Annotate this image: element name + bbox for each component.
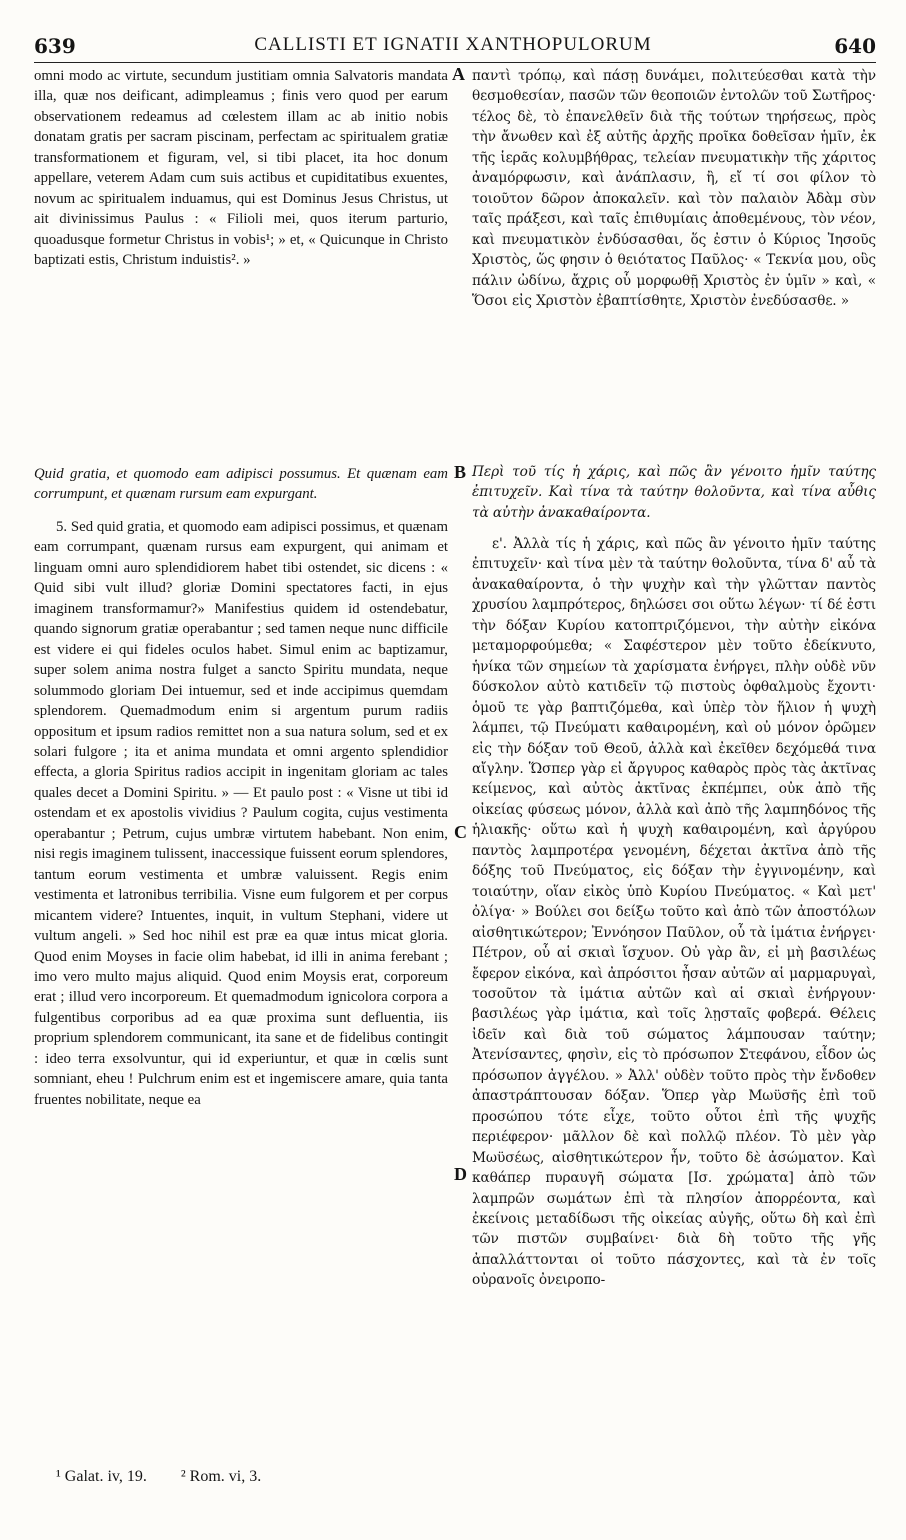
- greek-column-top: [472, 66, 876, 311]
- margin-marker-b: B: [454, 462, 467, 482]
- greek-paragraph-2: ε'. Ἀλλὰ τίς ἡ χάρις, καὶ πῶς ἂν γένοιτο ἡμῖν ταύτης ἐπιτυχεῖν· καὶ τίνα μὲν τὰ ταύτην θολοῦντα, τίνα δ' αὖ τὰ ἀνακαθαίροντα, ὁ τὴν ψυχὴν καὶ τὴν γλῶτταν παντὸς χρυσίου λαμπρότερος, δηλώσει σοι οὕτω λέγων· τί δέ ἐστι τὴν δόξαν Κυρίου κατοπτριζόμενοι, τὴν αὐτὴν εἰκόνα μεταμορφούμεθα; « Σαφέστερον μὲν τοῦτο ἐδείκνυτο, ἡνίκα τῶν σημείων τὰ χαρίσματα ἐνήργει, πλὴν οὐδὲ νῦν δύσκολον αὐτὸ κατιδεῖν τῷ πιστοὺς ὀφθαλμοὺς ἔχοντι· ὁμοῦ τε γὰρ βαπτιζόμεθα, καὶ ὑπὲρ τὸν ἥλιον ἡ ψυχὴ λάμπει, τῷ Πνεύματι καθαιρομένη, καὶ οὐ μόνον ὁρῶμεν εἰς τὴν δόξαν τοῦ Θεοῦ, ἀλλὰ καὶ ἐκεῖθεν δεχόμεθά τινα αἴγλην. Ὥσπερ γὰρ εἰ ἄργυρος καθαρὸς πρὸς τὰς ἀκτῖνας κείμενος, καὶ αὐτὸς ἀκτῖνας ἐκπέμπει, οὐκ ἀπὸ τῆς οἰκείας φύσεως μόνον, ἀλλὰ καὶ ἀπὸ τῆς λαμπηδόνος τῆς ἡλιακῆς· οὕτω καὶ ἡ ψυχὴ καθαιρομένη, καὶ ἀργύρου παντὸς λαμπροτέρα γενομένη, δέχεται ἀκτῖνα ἀπὸ τῆς δόξης τοῦ Πνεύματος, εἰς δόξαν τὴν ἐγγινομένην, καὶ τοιαύτην, οἵαν εἰκὸς ὑπὸ Κυρίου Πνεύματος. « Καὶ μετ' ὀλίγα· » Βούλει σοι δείξω τοῦτο καὶ ἀπὸ τῶν ἀποστόλων αἰσθητικώτερον; Ἐννόησον Παῦλον, οὗ τὰ ἱμάτια ἐνήργει· Πέτρον, οὗ αἱ σκιαὶ ἴσχυον. Οὐ γὰρ ἂν, εἰ μὴ βασιλέως ἔφερον εἰκόνα, καὶ ἀπρόσιτοι ἦσαν αὐτῶν αἱ μαρμαρυγαὶ, τοσοῦτον τὰ ἱμάτια αὐτῶν καὶ αἱ σκιαὶ ἐνήργουν· βασιλέως γὰρ ἱμάτια, καὶ τοῖς λῃσταῖς φοβερά. Θέλεις ἰδεῖν καὶ διὰ τοῦ σώματος λάμπουσαν ταύτην; Ἀτενίσαντες, φησὶν, εἰς τὸ πρόσωπον Στεφάνου, εἶδον ὡς πρόσωπον ἀγγέλου. » Ἀλλ' οὐδὲν τοῦτο πρὸς τὴν ἔνδοθεν ἀπαστράπτουσαν δόξαν. Ὅπερ γὰρ Μωϋσῆς ἐπὶ τοῦ προσώπου τότε εἶχε, τοῦτο οὗτοι ἐπὶ τῆς ψυχῆς περιέφερον· μᾶλλον δὲ καὶ πολλῷ πλέον. Τὸ μὲν γὰρ Μωϋσέως, αἰσθητικώτερον ἦν, τοῦτο δὲ ἀσώματον. Καὶ καθάπερ πυραυγῆ σώματα [Ισ. χρώματα] ἀπὸ τῶν λαμπρῶν σωμάτων ἐπὶ τὰ πλησίον ἀπορρέοντα, καὶ ἐκείνοις μεταδίδωσι τῆς οἰκείας αὐγῆς, οὕτω δὴ καὶ ἐπὶ τῶν πιστῶν συμβαίνει· διὰ δὴ τοῦτο τῆς γῆς ἀπαλλάττονται οἱ τοῦτο πάσχοντες, καὶ τὰ ἐν τοῖς οὐρανοῖς ὀνειροπο-: [472, 536, 876, 1289]
- latin-paragraph-1: omni modo ac virtute, secundum justitiam omnia Salvatoris mandata illa, quæ nos deificant, adimpleamus ; finis vero quod per earum observationem redeamus ad cœlestem illam ac ab initio nobis donatam gratis per sacram piscinam, perfectam ac spiritualem gratiæ transformationem et figuram, vel, si tibi placet, ita hoc donum appellare, veterem Adam cum suis actibus et cupiditatibus exuentes, novum ac spiritualem induamus, qui est Dominus Jesus Christus, ut ait divinissimus Paulus : « Filioli mei, quos iterum parturio, quoadusque formetur Christus in vobis¹; » et, « Quicunque in Christo baptizati estis, Christum induistis². »: [34, 68, 448, 269]
- header-rule: [34, 62, 876, 63]
- latin-section-heading: Quid gratia, et quomodo eam adipisci possumus. Et quænam eam corrumpunt, et quænam rursum eam expurgant.: [34, 466, 448, 503]
- latin-column-top: [34, 66, 448, 271]
- latin-column-bottom: [34, 517, 448, 1110]
- footnotes: [56, 1468, 291, 1486]
- greek-paragraph-1: παντὶ τρόπῳ, καὶ πάσῃ δυνάμει, πολιτεύεσθαι κατὰ τὴν θεσμοθεσίαν, πασῶν τῶν θεοποιῶν ἐντολῶν τοῦ Σωτῆρος· τέλος δὲ, τὸ ἐπανελθεῖν διὰ τῆς τούτων τηρήσεως, πρὸς τὴν ἄνωθεν καὶ ἐξ αὐτῆς ἀρχῆς προῖκα δοθεῖσαν ἡμῖν, ἐκ τῆς ἱερᾶς κολυμβήθρας, τελείαν πνευματικὴν τῆς χάριτος ἀναμόρφωσιν, καὶ ἀνάπλασιν, ἢ, εἴ τί σοι φίλον τὸ τοιοῦτον δῶρον ἀποκαλεῖν. καὶ τὸν παλαιὸν Ἀδὰμ σὺν ταῖς πράξεσι, καὶ ταῖς ἐπιθυμίαις ἀποθεμένους, τὸν νέον, καὶ πνευματικὸν ἐνδύσασθαι, ὅς ἐστιν ὁ Κύριος Ἰησοῦς Χριστὸς, ὥς φησιν ὁ θειότατος Παῦλος· « Τεκνία μου, οὓς πάλιν ὠδίνω, ἄχρις οὗ μορφωθῇ Χριστὸς ἐν ὑμῖν » καὶ, « Ὅσοι εἰς Χριστὸν ἐβαπτίσθητε, Χριστὸν ἐνεδύσασθε. »: [472, 68, 876, 309]
- page-number-right: 640: [834, 34, 876, 58]
- greek-section-heading: Περὶ τοῦ τίς ἡ χάρις, καὶ πῶς ἂν γένοιτο ἡμῖν ταύτης ἐπιτυχεῖν. Καὶ τίνα τὰ ταύτην θολοῦντα, καὶ τίνα αὖθις τὰ αὐτὴν ἀνακαθαίροντα.: [472, 464, 876, 521]
- footnote-2: ² Rom. vi, 3.: [180, 1468, 262, 1485]
- latin-paragraph-2: 5. Sed quid gratia, et quomodo eam adipisci possimus, et quænam eam corrumpant, quænam rursus eam expurgent, qui animam et linguam omni auro splendidiorem habet tibi ostendet, sic dicens : « Quid sibi vult illud? gloriæ Domini spectatores facti, in ejus imaginem transformamur?» Manifestius quidem id ostendebatur, quando signorum gratiæ operabantur ; sed tamen neque nunc difficile est videre ei qui fideles oculos habet. Simul enim ac baptizamur, super solem anima nostra fulget a sancto Spiritu mundata, neque solummodo gloriam Dei intuemur, sed et inde accipimus quemdam splendorem. Quemadmodum enim si argentum purum radiis oppositum et ipsum radios remittet non a sua natura solum, sed et ex solari fulgore ; ita et anima mundata et omni argento splendidior effecta, a gloria Spiritus radios accipit in ingenitam gloriam ac tales quales decet a Domini Spiritu. » — Et paulo post : « Visne ut tibi id ostendam et ex apostolis vividius ? Paulum cogita, cujus vestimenta operabantur ; Petrum, cujus umbræ virtutem habebant. Non enim, nisi regis imaginem tulissent, inaccessique fuissent eorum splendores, tantum eorum vestimenta et umbræ valuissent. Regis enim vestimenta et latronibus terribilia. Visne eum fulgorem et per corpus micantem videre? Intuentes, inquit, in vultum Stephani, videre ut vultum angeli. » Sed hoc nihil est præ ea quæ intus micat gloria. Quod enim Moyses in facie olim habebat, id illi in anima ferebant ; imo vero multo majus aliquid. Quod enim Moysis erat, corporeum erat ; illud vero incorporeum. Et quemadmodum ignicolora corpora a fulgentibus corporibus ad ea quæ proxima sunt defluentia, iis proprium splendorem communicant, ita sane et de fidelibus contingit : ideo terra exsolvuntur, qui id experiuntur, et quæ in cœlis sunt somniant, eheu ! Pulchrum enim est et ingemiscere amare, quia tanta fruentes nobilitate, neque ea: [34, 519, 448, 1108]
- greek-heading-block: [472, 462, 876, 523]
- margin-marker-d: D: [454, 1164, 467, 1184]
- running-title: CALLISTI ET IGNATII XANTHOPULORUM: [254, 34, 652, 55]
- page-header: [0, 34, 906, 62]
- margin-marker-c: C: [454, 822, 467, 842]
- page-number-left: 639: [34, 34, 76, 58]
- margin-marker-a: A: [452, 64, 465, 84]
- latin-heading-block: [34, 464, 448, 505]
- footnote-1: ¹ Galat. iv, 19.: [56, 1468, 147, 1485]
- greek-column-bottom: [472, 534, 876, 1291]
